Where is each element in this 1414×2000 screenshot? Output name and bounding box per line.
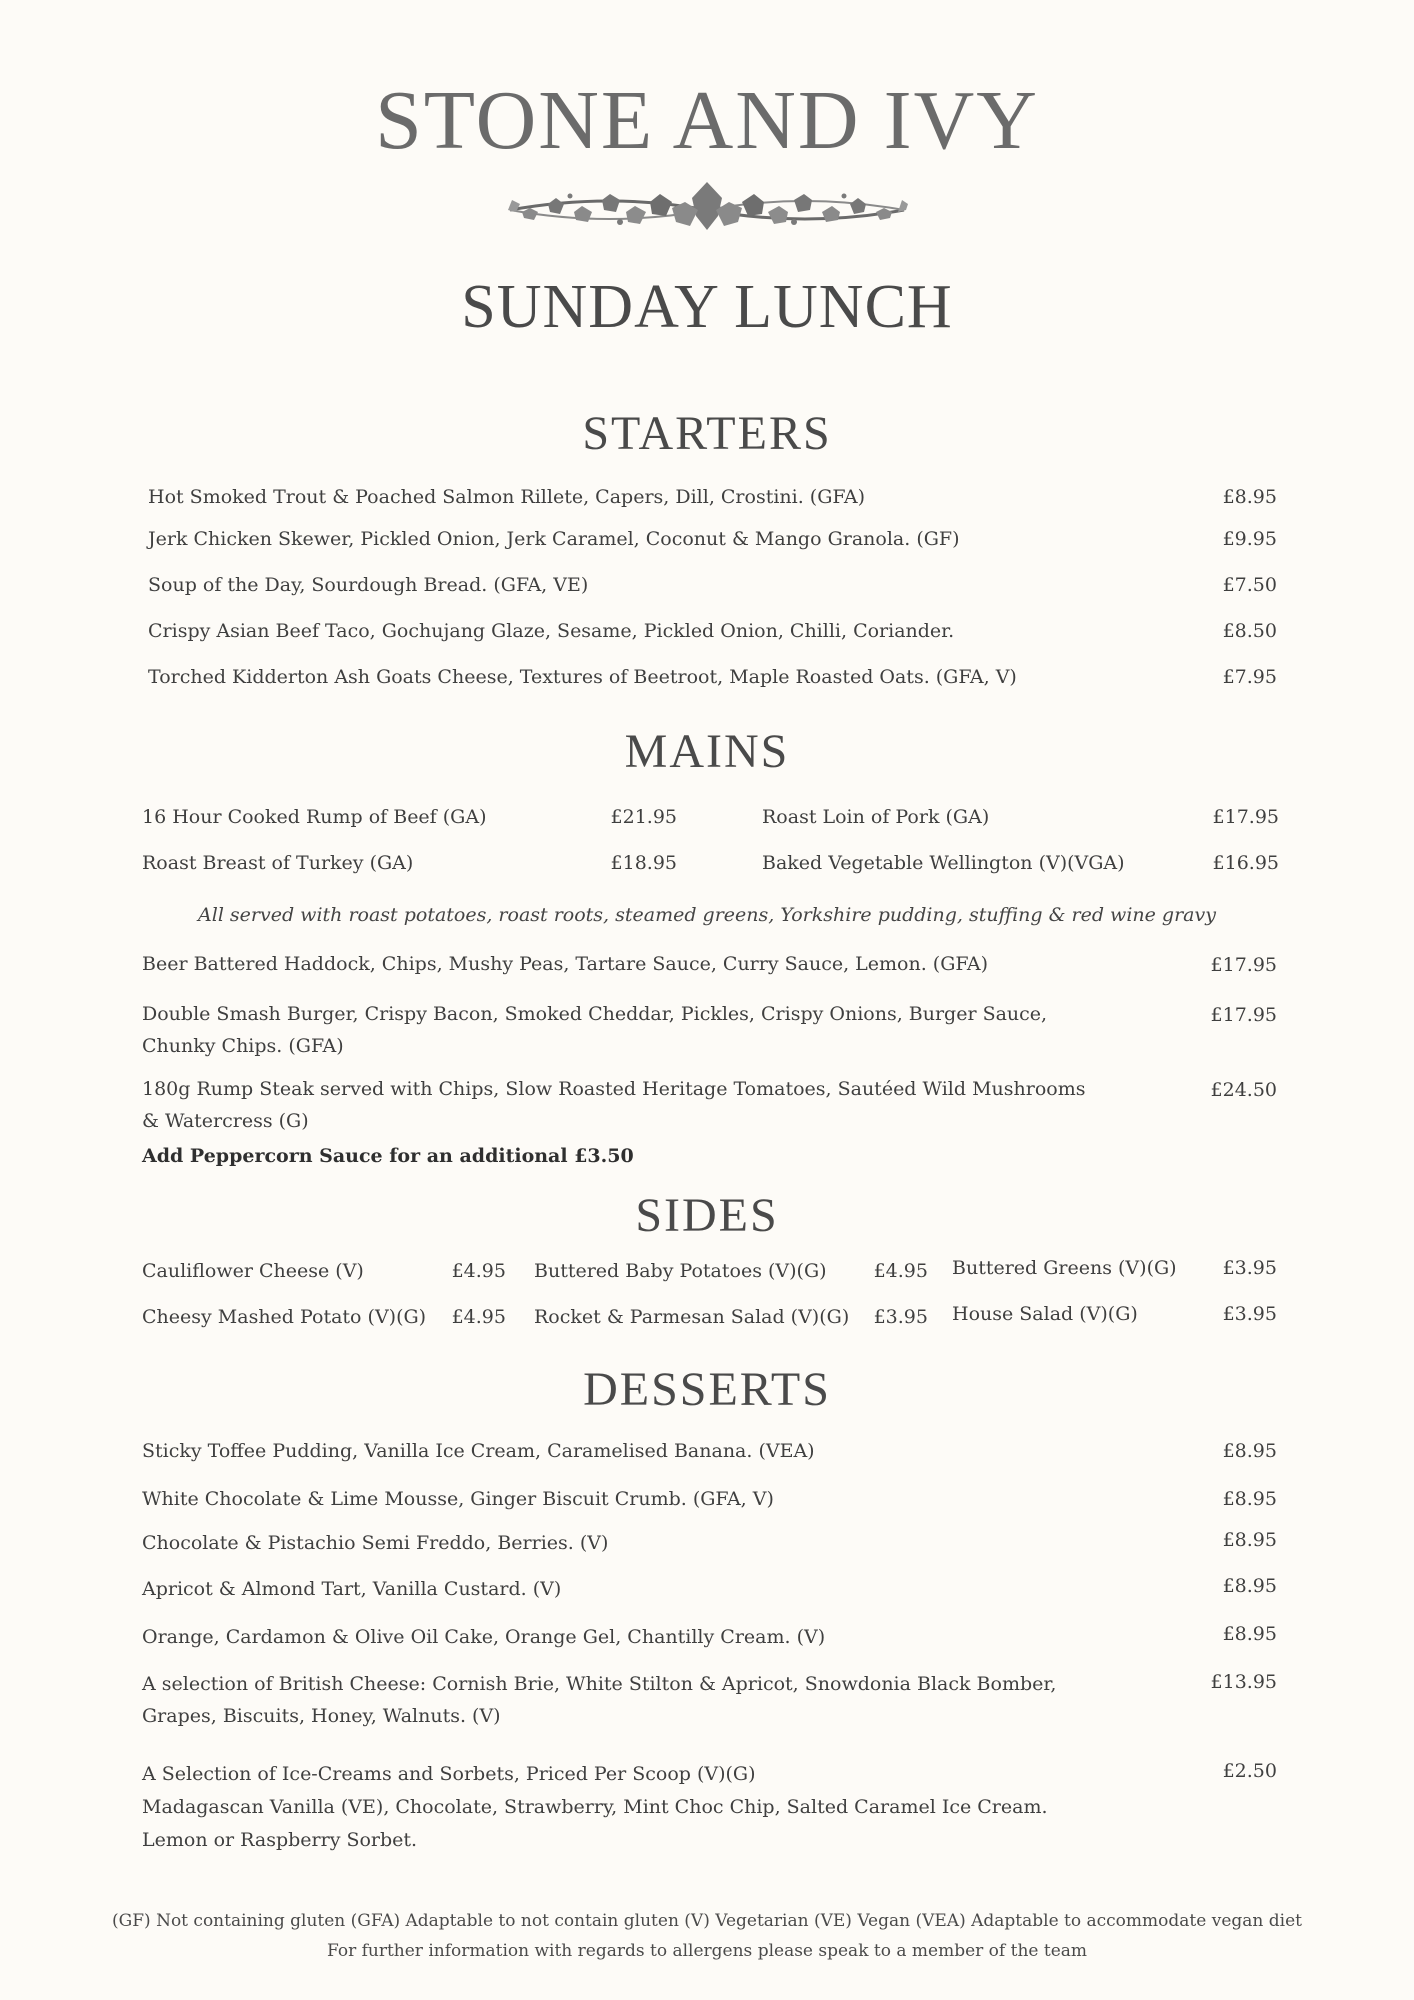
dietary-legend: (GF) Not containing gluten (GFA) Adaptable to not contain gluten (V) Vegetarian (VE) Vegan (VEA) Adaptable to accommodate vegan diet: [112, 1911, 1302, 1931]
starters-heading: STARTERS: [582, 407, 832, 460]
side-item-price: £3.95: [873, 1306, 928, 1328]
menu-title: SUNDAY LUNCH: [461, 273, 953, 341]
side-item-price: £4.95: [873, 1260, 928, 1282]
side-item-name: Rocket & Parmesan Salad (V)(G): [534, 1306, 850, 1328]
main-item-name: Double Smash Burger, Crispy Bacon, Smoked Cheddar, Pickles, Crispy Onions, Burger Sauce, Chunky Chips. (GFA): [142, 1003, 1048, 1057]
roast-item-price: £18.95: [610, 852, 677, 874]
starter-item-price: £8.95: [1222, 486, 1277, 508]
dessert-item-price: £8.95: [1222, 1529, 1277, 1551]
starter-item-name: Soup of the Day, Sourdough Bread. (GFA, VE): [148, 574, 589, 596]
roast-item-price: £21.95: [610, 806, 677, 828]
dessert-item-name: White Chocolate & Lime Mousse, Ginger Biscuit Crumb. (GFA, V): [142, 1488, 774, 1510]
roast-item-name: Baked Vegetable Wellington (V)(VGA): [762, 852, 1125, 874]
starter-item-price: £9.95: [1222, 528, 1277, 550]
peppercorn-sauce-addon: Add Peppercorn Sauce for an additional £3.50: [142, 1145, 634, 1167]
side-item-price: £3.95: [1222, 1303, 1277, 1325]
starter-item-name: Crispy Asian Beef Taco, Gochujang Glaze, Sesame, Pickled Onion, Chilli, Coriander.: [148, 620, 955, 642]
side-item-name: Buttered Greens (V)(G): [952, 1257, 1177, 1279]
main-item-name: 180g Rump Steak served with Chips, Slow Roasted Heritage Tomatoes, Sautéed Wild Mushrooms & Watercress (G): [142, 1078, 1086, 1132]
dessert-item-price: £8.95: [1222, 1440, 1277, 1462]
starter-item-name: Hot Smoked Trout & Poached Salmon Rillete, Capers, Dill, Crostini. (GFA): [148, 486, 866, 508]
side-item-name: Cauliflower Cheese (V): [142, 1260, 364, 1282]
sorbet-flavours: Lemon or Raspberry Sorbet.: [142, 1829, 418, 1851]
starter-item-price: £7.95: [1222, 666, 1277, 688]
dessert-item-name: A selection of British Cheese: Cornish Brie, White Stilton & Apricot, Snowdonia Black Bomber, Grapes, Biscuits, Honey, Walnuts. (V): [142, 1673, 1057, 1727]
dessert-item-price: £8.95: [1222, 1575, 1277, 1597]
sides-heading: SIDES: [635, 1189, 779, 1242]
dessert-item-price: £8.95: [1222, 1623, 1277, 1645]
dessert-item-name: Orange, Cardamon & Olive Oil Cake, Orange Gel, Chantilly Cream. (V): [142, 1626, 826, 1648]
dessert-item-price: £13.95: [1210, 1671, 1277, 1693]
main-item-price: £17.95: [1210, 954, 1277, 976]
main-item-price: £17.95: [1210, 1004, 1277, 1026]
roast-item-name: Roast Breast of Turkey (GA): [142, 852, 414, 874]
ivy-vine-icon: [500, 172, 914, 248]
desserts-heading: DESSERTS: [583, 1363, 831, 1416]
starter-item-price: £7.50: [1222, 574, 1277, 596]
starter-item-name: Jerk Chicken Skewer, Pickled Onion, Jerk Caramel, Coconut & Mango Granola. (GF): [148, 528, 960, 550]
main-item-price: £24.50: [1210, 1079, 1277, 1101]
roast-item-name: Roast Loin of Pork (GA): [762, 806, 990, 828]
mains-heading: MAINS: [624, 725, 790, 778]
side-item-price: £3.95: [1222, 1257, 1277, 1279]
main-item-name: Beer Battered Haddock, Chips, Mushy Peas, Tartare Sauce, Curry Sauce, Lemon. (GFA): [142, 953, 989, 975]
ice-cream-flavours: Madagascan Vanilla (VE), Chocolate, Strawberry, Mint Choc Chip, Salted Caramel Ice Cream.: [142, 1796, 1048, 1818]
brand-name: STONE AND IVY: [375, 74, 1039, 167]
starter-item-name: Torched Kidderton Ash Goats Cheese, Textures of Beetroot, Maple Roasted Oats. (GFA, V): [148, 666, 1017, 688]
roast-accompaniments-note: All served with roast potatoes, roast roots, steamed greens, Yorkshire pudding, stuffing & red wine gravy: [198, 904, 1216, 926]
starter-item-price: £8.50: [1222, 620, 1277, 642]
side-item-name: Buttered Baby Potatoes (V)(G): [534, 1260, 827, 1282]
roast-item-name: 16 Hour Cooked Rump of Beef (GA): [142, 806, 487, 828]
side-item-price: £4.95: [451, 1306, 506, 1328]
roast-item-price: £16.95: [1212, 852, 1279, 874]
dessert-item-price: £8.95: [1222, 1488, 1277, 1510]
dessert-item-name: Apricot & Almond Tart, Vanilla Custard. (V): [142, 1578, 562, 1600]
ice-cream-price: £2.50: [1222, 1760, 1277, 1782]
side-item-name: Cheesy Mashed Potato (V)(G): [142, 1306, 427, 1328]
ice-cream-selection-title: A Selection of Ice-Creams and Sorbets, Priced Per Scoop (V)(G): [142, 1763, 756, 1785]
dessert-item-name: Chocolate & Pistachio Semi Freddo, Berries. (V): [142, 1532, 609, 1554]
side-item-price: £4.95: [451, 1260, 506, 1282]
roast-item-price: £17.95: [1212, 806, 1279, 828]
side-item-name: House Salad (V)(G): [952, 1303, 1138, 1325]
allergen-notice: For further information with regards to allergens please speak to a member of the team: [326, 1941, 1088, 1961]
dessert-item-name: Sticky Toffee Pudding, Vanilla Ice Cream, Caramelised Banana. (VEA): [142, 1440, 815, 1462]
